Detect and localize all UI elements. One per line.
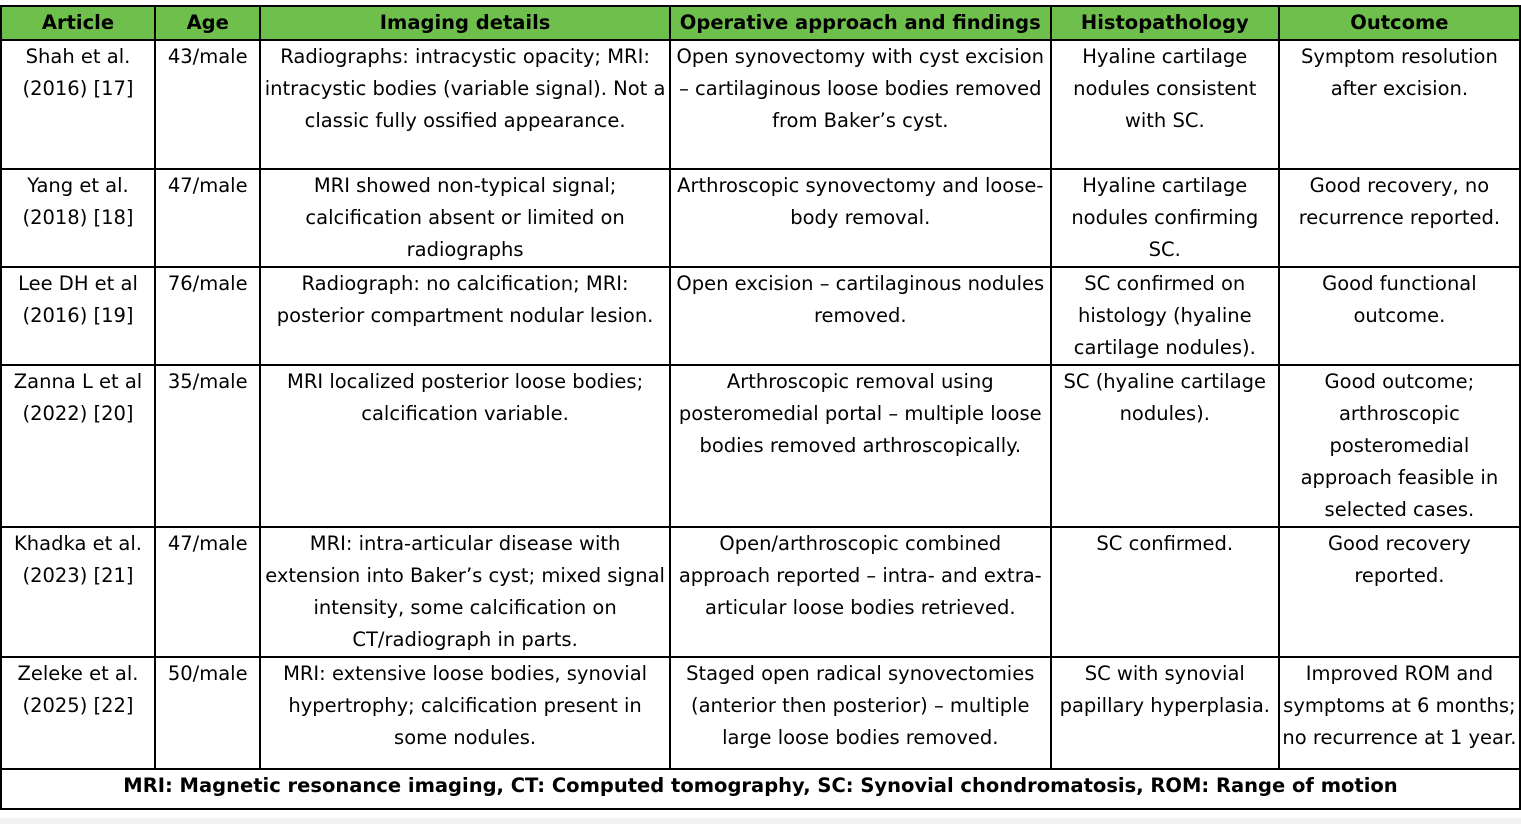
table-row bbox=[1, 657, 1520, 769]
cell-histopathology: Hyaline cartilage nodules confirming SC. bbox=[1051, 169, 1279, 267]
cell-outcome: Good recovery, no recurrence reported. bbox=[1279, 169, 1520, 267]
cell-article: Zeleke et al. (2025) [22] bbox=[1, 657, 155, 769]
cell-outcome: Good recovery reported. bbox=[1279, 527, 1520, 657]
cell-histopathology: SC with synovial papillary hyperplasia. bbox=[1051, 657, 1279, 769]
cell-age: 76/male bbox=[155, 267, 260, 365]
header-age: Age bbox=[155, 6, 260, 40]
cell-operative: Arthroscopic synovectomy and loose-body removal. bbox=[670, 169, 1051, 267]
page-bottom-edge bbox=[0, 818, 1521, 824]
cell-histopathology: SC (hyaline cartilage nodules). bbox=[1051, 365, 1279, 527]
header-article: Article bbox=[1, 6, 155, 40]
cell-outcome: Good functional outcome. bbox=[1279, 267, 1520, 365]
cell-article: Lee DH et al (2016) [19] bbox=[1, 267, 155, 365]
cell-operative: Staged open radical synovectomies (anterior then posterior) – multiple large loose bodies removed. bbox=[670, 657, 1051, 769]
abbreviations-row bbox=[1, 769, 1520, 809]
cell-operative: Open excision – cartilaginous nodules removed. bbox=[670, 267, 1051, 365]
cell-imaging: Radiographs: intracystic opacity; MRI: intracystic bodies (variable signal). Not a classic fully ossified appearance. bbox=[260, 40, 669, 169]
cell-imaging: Radiograph: no calcification; MRI: posterior compartment nodular lesion. bbox=[260, 267, 669, 365]
cell-article: Yang et al. (2018) [18] bbox=[1, 169, 155, 267]
cell-histopathology: Hyaline cartilage nodules consistent with SC. bbox=[1051, 40, 1279, 169]
cell-article: Zanna L et al (2022) [20] bbox=[1, 365, 155, 527]
header-row bbox=[1, 6, 1520, 40]
cell-age: 47/male bbox=[155, 169, 260, 267]
table-row bbox=[1, 169, 1520, 267]
header-histopathology: Histopathology bbox=[1051, 6, 1279, 40]
table-row bbox=[1, 365, 1520, 527]
cell-histopathology: SC confirmed. bbox=[1051, 527, 1279, 657]
cell-outcome: Good outcome; arthroscopic posteromedial approach feasible in selected cases. bbox=[1279, 365, 1520, 527]
cell-age: 35/male bbox=[155, 365, 260, 527]
cell-imaging: MRI localized posterior loose bodies; calcification variable. bbox=[260, 365, 669, 527]
table-row bbox=[1, 527, 1520, 657]
cell-age: 50/male bbox=[155, 657, 260, 769]
cell-outcome: Symptom resolution after excision. bbox=[1279, 40, 1520, 169]
cell-operative: Open synovectomy with cyst excision – cartilaginous loose bodies removed from Baker’s cyst. bbox=[670, 40, 1051, 169]
cell-article: Khadka et al. (2023) [21] bbox=[1, 527, 155, 657]
table-row bbox=[1, 267, 1520, 365]
cell-operative: Arthroscopic removal using posteromedial portal – multiple loose bodies removed arthroscopically. bbox=[670, 365, 1051, 527]
header-outcome: Outcome bbox=[1279, 6, 1520, 40]
cell-operative: Open/arthroscopic combined approach reported – intra- and extra-articular loose bodies retrieved. bbox=[670, 527, 1051, 657]
cell-age: 43/male bbox=[155, 40, 260, 169]
cell-outcome: Improved ROM and symptoms at 6 months; no recurrence at 1 year. bbox=[1279, 657, 1520, 769]
cell-imaging: MRI: extensive loose bodies, synovial hypertrophy; calcification present in some nodules. bbox=[260, 657, 669, 769]
cell-age: 47/male bbox=[155, 527, 260, 657]
header-imaging-details: Imaging details bbox=[260, 6, 669, 40]
table-row bbox=[1, 40, 1520, 169]
cell-histopathology: SC confirmed on histology (hyaline cartilage nodules). bbox=[1051, 267, 1279, 365]
abbreviations-footnote: MRI: Magnetic resonance imaging, CT: Computed tomography, SC: Synovial chondromatosis, ROM: Range of motion bbox=[1, 769, 1520, 809]
header-operative-approach: Operative approach and findings bbox=[670, 6, 1051, 40]
cell-imaging: MRI showed non-typical signal; calcification absent or limited on radiographs bbox=[260, 169, 669, 267]
cell-article: Shah et al. (2016) [17] bbox=[1, 40, 155, 169]
cell-imaging: MRI: intra-articular disease with extension into Baker’s cyst; mixed signal intensity, some calcification on CT/radiograph in parts. bbox=[260, 527, 669, 657]
literature-review-table bbox=[0, 5, 1521, 810]
